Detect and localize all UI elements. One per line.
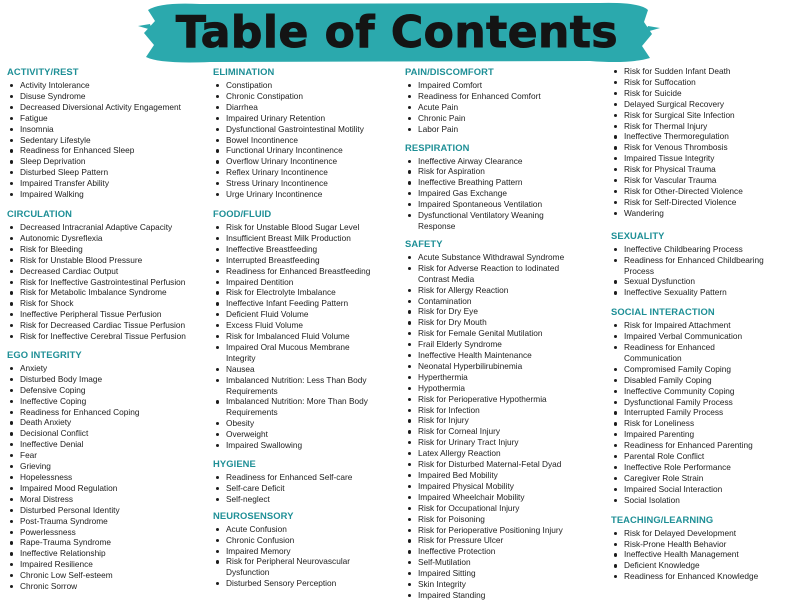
topic-item: Dysfunctional Ventilatory Weaning Response <box>405 210 583 232</box>
section-elimination <box>213 66 403 200</box>
topic-item: Dysfunctional Family Process <box>611 397 769 408</box>
topic-list <box>7 222 212 342</box>
topic-item: Readiness for Enhanced Coping <box>7 407 210 418</box>
section-social-interaction <box>611 306 792 505</box>
topic-item: Rape-Trauma Syndrome <box>7 537 210 548</box>
topic-item: Risk for Venous Thrombosis <box>611 142 769 153</box>
topic-item: Risk for Aspiration <box>405 166 583 177</box>
topic-item: Risk for Poisoning <box>405 514 583 525</box>
section-respiration <box>405 142 610 232</box>
section-heading: PAIN/DISCOMFORT <box>405 66 494 77</box>
topic-item: Fatigue <box>7 113 210 124</box>
topic-item: Acute Substance Withdrawal Syndrome <box>405 252 583 263</box>
topic-list <box>7 363 212 592</box>
section-heading: EGO INTEGRITY <box>7 348 82 360</box>
topic-item: Ineffective Health Management <box>611 549 769 560</box>
topic-item: Impaired Bed Mobility <box>405 470 583 481</box>
topic-item: Ineffective Role Performance <box>611 462 769 473</box>
section-ego-integrity <box>7 349 212 592</box>
topic-item: Powerlessness <box>7 527 210 538</box>
topic-item: Stress Urinary Incontinence <box>213 178 376 189</box>
topic-list <box>405 80 610 135</box>
topic-item: Anxiety <box>7 363 210 374</box>
topic-item: Hopelessness <box>7 472 210 483</box>
topic-item: Risk for Peripheral Neurovascular Dysfunction <box>213 556 376 578</box>
topic-item: Risk for Occupational Injury <box>405 503 583 514</box>
topic-item: Impaired Walking <box>7 189 210 200</box>
topic-list <box>213 472 403 505</box>
section-heading: HYGIENE <box>213 458 256 469</box>
topic-item: Defensive Coping <box>7 385 210 396</box>
topic-item: Readiness for Enhanced Sleep <box>7 145 210 156</box>
topic-item: Excess Fluid Volume <box>213 320 376 331</box>
topic-item: Impaired Resilience <box>7 559 210 570</box>
topic-item: Bowel Incontinence <box>213 135 376 146</box>
topic-item: Risk for Pressure Ulcer <box>405 535 583 546</box>
topic-item: Risk for Infection <box>405 405 583 416</box>
topic-item: Ineffective Peripheral Tissue Perfusion <box>7 309 210 320</box>
topic-item: Imbalanced Nutrition: Less Than Body Requirements <box>213 375 376 397</box>
topic-item: Acute Confusion <box>213 524 376 535</box>
topic-item: Risk for Loneliness <box>611 418 769 429</box>
topic-item: Ineffective Relationship <box>7 548 210 559</box>
page-title: Table of Contents <box>175 7 619 58</box>
topic-item: Impaired Parenting <box>611 429 769 440</box>
topic-item: Ineffective Airway Clearance <box>405 156 583 167</box>
topic-item: Decreased Cardiac Output <box>7 266 210 277</box>
topic-item: Frail Elderly Syndrome <box>405 339 583 350</box>
topic-item: Dysfunctional Gastrointestinal Motility <box>213 124 376 135</box>
topic-item: Ineffective Breathing Pattern <box>405 177 583 188</box>
topic-item: Diarrhea <box>213 102 376 113</box>
topic-item: Risk for Ineffective Cerebral Tissue Perfusion <box>7 331 210 342</box>
section-heading: FOOD/FLUID <box>213 207 272 219</box>
topic-item: Urge Urinary Incontinence <box>213 189 376 200</box>
section-heading: ACTIVITY/REST <box>7 66 79 77</box>
topic-item: Interrupted Breastfeeding <box>213 255 376 266</box>
topic-item: Disturbed Personal Identity <box>7 505 210 516</box>
topic-item: Sleep Deprivation <box>7 156 210 167</box>
topic-item: Latex Allergy Reaction <box>405 448 583 459</box>
topic-item: Disturbed Sleep Pattern <box>7 167 210 178</box>
topic-item: Impaired Mood Regulation <box>7 483 210 494</box>
topic-item: Imbalanced Nutrition: More Than Body Requirements <box>213 396 376 418</box>
column-2 <box>213 66 403 589</box>
topic-item: Risk for Delayed Development <box>611 528 769 539</box>
topic-item: Disturbed Sensory Perception <box>213 578 376 589</box>
column-3 <box>405 66 610 601</box>
topic-item: Ineffective Protection <box>405 546 583 557</box>
topic-item: Impaired Comfort <box>405 80 583 91</box>
section-heading: CIRCULATION <box>7 207 72 219</box>
topic-item: Risk for Sudden Infant Death <box>611 66 769 77</box>
topic-list <box>611 320 792 505</box>
topic-item: Risk for Decreased Cardiac Tissue Perfusion <box>7 320 210 331</box>
topic-item: Risk for Adverse Reaction to Iodinated Contrast Media <box>405 263 583 285</box>
topic-item: Chronic Low Self-esteem <box>7 570 210 581</box>
topic-item: Risk for Allergy Reaction <box>405 285 583 296</box>
topic-item: Social Isolation <box>611 495 769 506</box>
topic-item: Risk for Perioperative Hypothermia <box>405 394 583 405</box>
topic-list <box>405 252 610 601</box>
topic-item: Impaired Spontaneous Ventilation <box>405 199 583 210</box>
section-activity-rest <box>7 66 212 200</box>
topic-item: Risk for Perioperative Positioning Injury <box>405 525 583 536</box>
topic-item: Risk for Disturbed Maternal-Fetal Dyad <box>405 459 583 470</box>
topic-item: Ineffective Thermoregulation <box>611 131 769 142</box>
topic-item: Readiness for Enhanced Parenting <box>611 440 769 451</box>
topic-item: Obesity <box>213 418 376 429</box>
section-safety-continued <box>611 66 792 219</box>
section-heading: SEXUALITY <box>611 229 665 241</box>
topic-item: Impaired Oral Mucous Membrane Integrity <box>213 342 376 364</box>
topic-item: Constipation <box>213 80 376 91</box>
topic-item: Delayed Surgical Recovery <box>611 99 769 110</box>
topic-item: Hyperthermia <box>405 372 583 383</box>
topic-item: Interrupted Family Process <box>611 407 769 418</box>
topic-item: Impaired Verbal Communication <box>611 331 769 342</box>
topic-item: Ineffective Community Coping <box>611 386 769 397</box>
topic-item: Labor Pain <box>405 124 583 135</box>
topic-item: Disuse Syndrome <box>7 91 210 102</box>
topic-list <box>611 244 792 299</box>
topic-item: Contamination <box>405 296 583 307</box>
section-heading: RESPIRATION <box>405 141 470 153</box>
topic-item: Grieving <box>7 461 210 472</box>
topic-item: Chronic Constipation <box>213 91 376 102</box>
topic-item: Risk for Urinary Tract Injury <box>405 437 583 448</box>
topic-item: Risk for Self-Directed Violence <box>611 197 769 208</box>
topic-item: Activity Intolerance <box>7 80 210 91</box>
topic-item: Risk for Physical Trauma <box>611 164 769 175</box>
topic-item: Risk for Vascular Trauma <box>611 175 769 186</box>
topic-item: Chronic Pain <box>405 113 583 124</box>
topic-item: Ineffective Coping <box>7 396 210 407</box>
topic-item: Ineffective Breastfeeding <box>213 244 376 255</box>
column-1 <box>7 66 212 592</box>
topic-item: Risk for Ineffective Gastrointestinal Perfusion <box>7 277 210 288</box>
topic-item: Risk for Surgical Site Infection <box>611 110 769 121</box>
topic-list <box>213 80 403 200</box>
topic-item: Self-care Deficit <box>213 483 376 494</box>
topic-item: Decreased Intracranial Adaptive Capacity <box>7 222 210 233</box>
topic-item: Chronic Sorrow <box>7 581 210 592</box>
column-4 <box>611 66 792 582</box>
topic-item: Wandering <box>611 208 769 219</box>
title-banner <box>0 0 794 66</box>
topic-item: Risk for Unstable Blood Pressure <box>7 255 210 266</box>
topic-item: Risk for Imbalanced Fluid Volume <box>213 331 376 342</box>
topic-item: Chronic Confusion <box>213 535 376 546</box>
topic-item: Ineffective Denial <box>7 439 210 450</box>
section-food-fluid <box>213 208 403 451</box>
topic-item: Skin Integrity <box>405 579 583 590</box>
section-heading: SOCIAL INTERACTION <box>611 306 715 318</box>
topic-item: Risk for Metabolic Imbalance Syndrome <box>7 287 210 298</box>
section-heading: SAFETY <box>405 237 443 249</box>
topic-item: Ineffective Childbearing Process <box>611 244 769 255</box>
topic-item: Impaired Social Interaction <box>611 484 769 495</box>
topic-item: Acute Pain <box>405 102 583 113</box>
topic-item: Decisional Conflict <box>7 428 210 439</box>
topic-item: Fear <box>7 450 210 461</box>
topic-item: Risk for Corneal Injury <box>405 426 583 437</box>
topic-item: Sexual Dysfunction <box>611 276 769 287</box>
section-heading: TEACHING/LEARNING <box>611 513 714 525</box>
topic-item: Deficient Fluid Volume <box>213 309 376 320</box>
topic-item: Impaired Dentition <box>213 277 376 288</box>
topic-item: Insufficient Breast Milk Production <box>213 233 376 244</box>
topic-item: Impaired Wheelchair Mobility <box>405 492 583 503</box>
section-heading: NEUROSENSORY <box>213 509 294 521</box>
topic-item: Autonomic Dysreflexia <box>7 233 210 244</box>
topic-item: Readiness for Enhanced Self-care <box>213 472 376 483</box>
topic-item: Caregiver Role Strain <box>611 473 769 484</box>
section-teaching-learning <box>611 514 792 583</box>
topic-item: Risk for Unstable Blood Sugar Level <box>213 222 376 233</box>
topic-item: Parental Role Conflict <box>611 451 769 462</box>
topic-item: Nausea <box>213 364 376 375</box>
section-circulation <box>7 208 212 342</box>
topic-item: Decreased Diversional Activity Engagement <box>7 102 210 113</box>
topic-item: Hypothermia <box>405 383 583 394</box>
topic-item: Risk for Electrolyte Imbalance <box>213 287 376 298</box>
topic-item: Overflow Urinary Incontinence <box>213 156 376 167</box>
topic-item: Impaired Sitting <box>405 568 583 579</box>
topic-list <box>213 222 403 451</box>
topic-item: Compromised Family Coping <box>611 364 769 375</box>
topic-item: Readiness for Enhanced Knowledge <box>611 571 769 582</box>
topic-item: Overweight <box>213 429 376 440</box>
topic-item: Risk for Impaired Attachment <box>611 320 769 331</box>
topic-item: Insomnia <box>7 124 210 135</box>
topic-item: Post-Trauma Syndrome <box>7 516 210 527</box>
topic-list <box>405 156 610 232</box>
topic-item: Readiness for Enhanced Communication <box>611 342 769 364</box>
topic-item: Self-Mutilation <box>405 557 583 568</box>
topic-item: Self-neglect <box>213 494 376 505</box>
topic-item: Readiness for Enhanced Comfort <box>405 91 583 102</box>
section-heading: ELIMINATION <box>213 66 275 77</box>
topic-item: Risk for Suicide <box>611 88 769 99</box>
topic-item: Reflex Urinary Incontinence <box>213 167 376 178</box>
topic-list <box>7 80 212 200</box>
topic-item: Risk for Suffocation <box>611 77 769 88</box>
topic-item: Moral Distress <box>7 494 210 505</box>
topic-item: Readiness for Enhanced Breastfeeding <box>213 266 376 277</box>
topic-list <box>213 524 403 589</box>
topic-item: Risk for Shock <box>7 298 210 309</box>
topic-item: Impaired Standing <box>405 590 583 601</box>
topic-item: Risk for Dry Mouth <box>405 317 583 328</box>
topic-item: Disabled Family Coping <box>611 375 769 386</box>
topic-item: Sedentary Lifestyle <box>7 135 210 146</box>
topic-item: Impaired Physical Mobility <box>405 481 583 492</box>
topic-item: Ineffective Sexuality Pattern <box>611 287 769 298</box>
section-neurosensory <box>213 510 403 589</box>
topic-list <box>611 66 792 219</box>
topic-item: Impaired Transfer Ability <box>7 178 210 189</box>
topic-item: Functional Urinary Incontinence <box>213 145 376 156</box>
topic-item: Risk for Other-Directed Violence <box>611 186 769 197</box>
topic-list <box>611 528 792 583</box>
topic-item: Ineffective Infant Feeding Pattern <box>213 298 376 309</box>
topic-item: Readiness for Enhanced Childbearing Process <box>611 255 769 277</box>
section-safety <box>405 238 610 601</box>
topic-item: Ineffective Health Maintenance <box>405 350 583 361</box>
topic-item: Impaired Swallowing <box>213 440 376 451</box>
topic-item: Neonatal Hyperbilirubinemia <box>405 361 583 372</box>
topic-item: Impaired Memory <box>213 546 376 557</box>
topic-item: Impaired Tissue Integrity <box>611 153 769 164</box>
section-hygiene <box>213 458 403 505</box>
topic-item: Risk for Female Genital Mutilation <box>405 328 583 339</box>
topic-item: Impaired Urinary Retention <box>213 113 376 124</box>
topic-item: Risk for Dry Eye <box>405 306 583 317</box>
topic-item: Deficient Knowledge <box>611 560 769 571</box>
topic-item: Death Anxiety <box>7 417 210 428</box>
section-sexuality <box>611 230 792 299</box>
topic-item: Risk-Prone Health Behavior <box>611 539 769 550</box>
topic-item: Disturbed Body Image <box>7 374 210 385</box>
topic-item: Risk for Injury <box>405 415 583 426</box>
topic-item: Risk for Thermal Injury <box>611 121 769 132</box>
topic-item: Impaired Gas Exchange <box>405 188 583 199</box>
topic-item: Risk for Bleeding <box>7 244 210 255</box>
section-pain-discomfort <box>405 66 610 135</box>
